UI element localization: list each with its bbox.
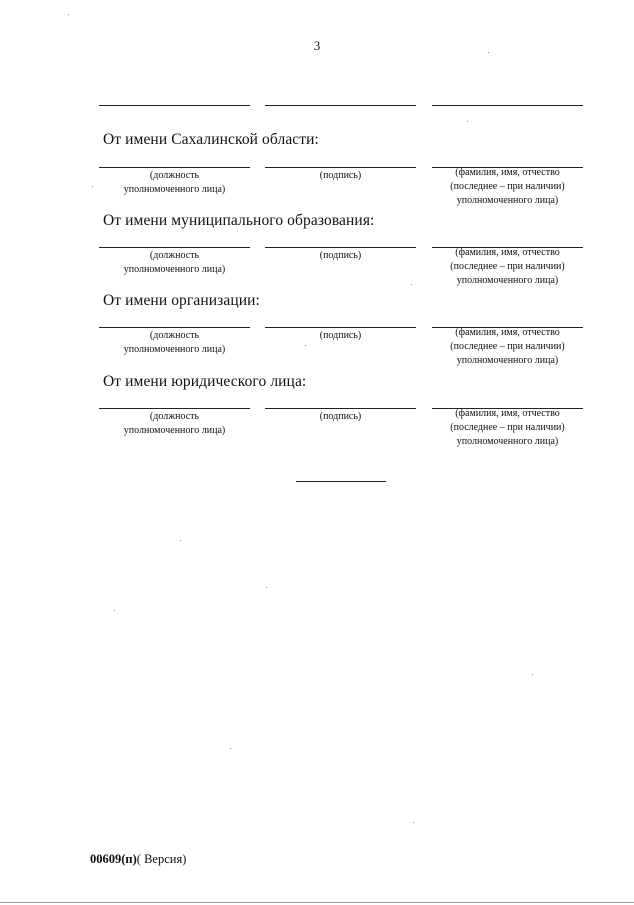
block-heading-legal-entity: От имени юридического лица:	[103, 373, 307, 390]
scan-speck	[467, 121, 468, 122]
scan-speck	[68, 14, 69, 15]
footer-code: 00609(п)	[90, 852, 137, 866]
page-number: 3	[313, 38, 321, 53]
signature-line	[265, 327, 416, 328]
top-line-3	[432, 105, 583, 106]
footer-version: ( Версия)	[136, 852, 187, 866]
block-heading-sakhalin: От имени Сахалинской области:	[103, 131, 319, 148]
top-line-1	[99, 105, 250, 106]
scan-speck	[413, 822, 414, 823]
position-line	[99, 408, 250, 409]
name-caption: (фамилия, имя, отчество (последнее – при наличии) уполномоченного лица)	[450, 408, 565, 447]
signature-line	[265, 408, 416, 409]
scan-speck	[266, 587, 267, 588]
signature-caption: (подпись)	[319, 170, 362, 181]
scan-speck	[114, 610, 115, 611]
signature-caption: (подпись)	[319, 250, 362, 261]
position-line	[99, 247, 250, 248]
signature-line	[265, 167, 416, 168]
end-separator-line	[296, 481, 386, 482]
name-caption: (фамилия, имя, отчество (последнее – при наличии) уполномоченного лица)	[450, 247, 565, 286]
position-line	[99, 167, 250, 168]
scan-speck	[488, 52, 489, 53]
document-footer	[90, 852, 186, 867]
name-caption: (фамилия, имя, отчество (последнее – при наличии) уполномоченного лица)	[450, 167, 565, 206]
position-caption: (должность уполномоченного лица)	[123, 330, 226, 355]
scan-speck	[532, 674, 533, 675]
signature-caption: (подпись)	[319, 330, 362, 341]
scan-speck	[180, 540, 181, 541]
scan-speck	[92, 186, 93, 187]
signature-caption: (подпись)	[319, 411, 362, 422]
position-caption: (должность уполномоченного лица)	[123, 250, 226, 275]
scan-bottom-edge	[0, 902, 634, 903]
scan-speck	[411, 284, 412, 285]
scan-speck	[230, 748, 231, 749]
scan-speck	[305, 345, 306, 346]
block-heading-organization: От имени организации:	[103, 292, 260, 309]
signature-line	[265, 247, 416, 248]
position-line	[99, 327, 250, 328]
position-caption: (должность уполномоченного лица)	[123, 411, 226, 436]
top-line-2	[265, 105, 416, 106]
block-heading-municipal: От имени муниципального образования:	[103, 212, 375, 229]
name-caption: (фамилия, имя, отчество (последнее – при наличии) уполномоченного лица)	[450, 327, 565, 366]
position-caption: (должность уполномоченного лица)	[123, 170, 226, 195]
